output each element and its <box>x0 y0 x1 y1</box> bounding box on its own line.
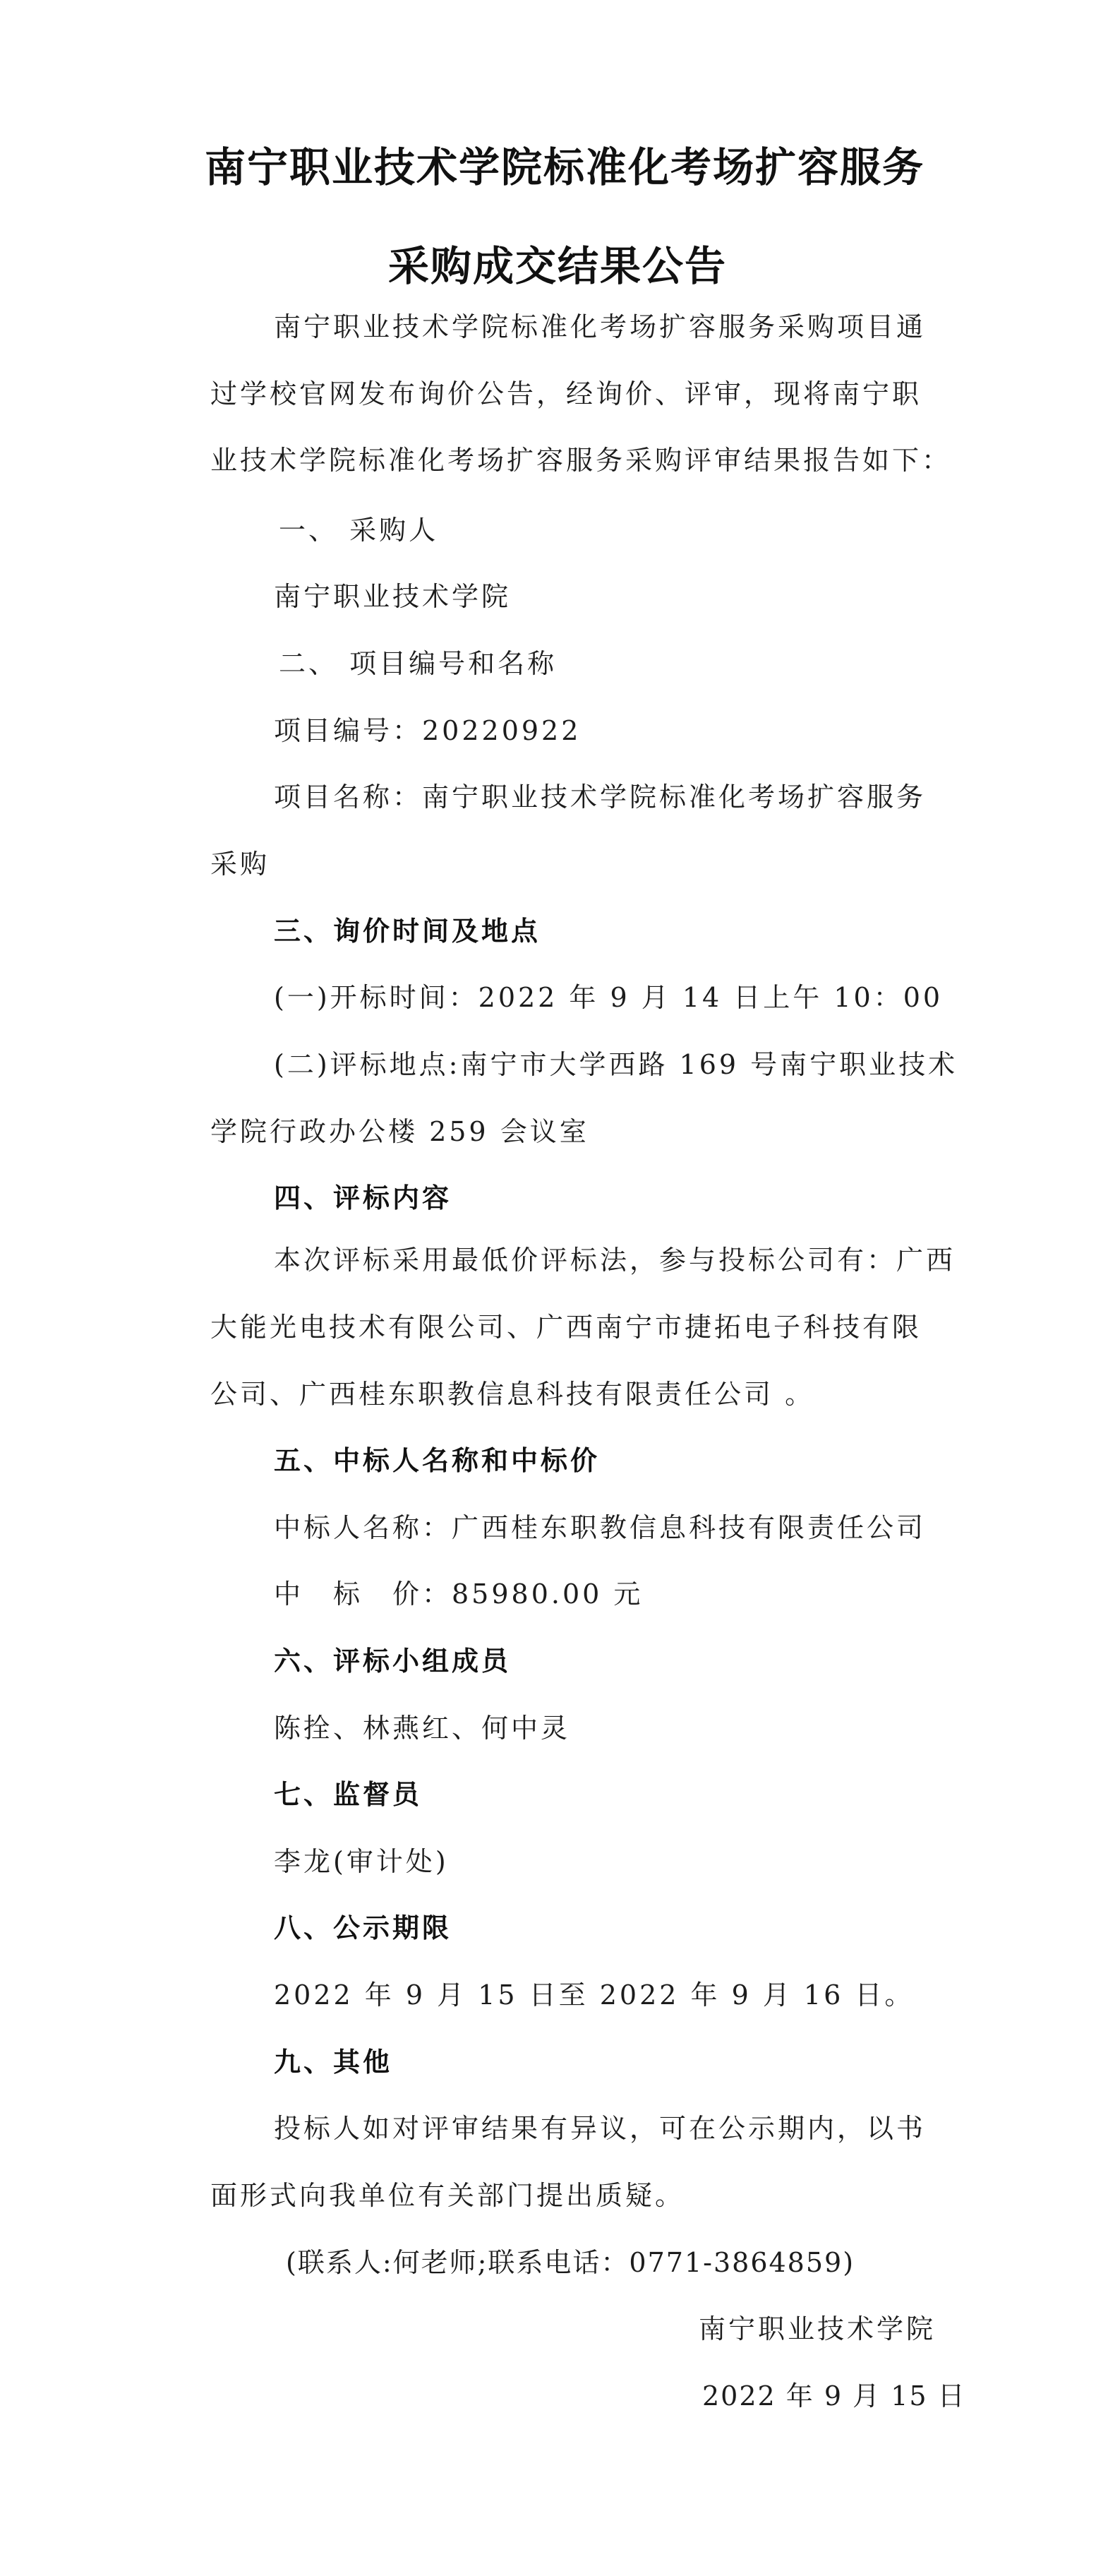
section-4-heading: 四、评标内容 <box>274 1182 452 1214</box>
intro-line-3: 业技术学院标准化考场扩容服务采购评审结果报告如下： <box>210 445 952 476</box>
section-3-heading: 三、询价时间及地点 <box>274 916 541 947</box>
section-9-heading: 九、其他 <box>274 2047 393 2078</box>
project-name-line-1: 项目名称：南宁职业技术学院标准化考场扩容服务 <box>274 781 927 813</box>
evaluation-place-line-1: (二)评标地点:南宁市大学西路 169 号南宁职业技术 <box>274 1049 958 1080</box>
page-title-line-2: 采购成交结果公告 <box>388 242 728 290</box>
signature-org: 南宁职业技术学院 <box>699 2313 937 2344</box>
evaluation-content-line-1: 本次评标采用最低价评标法，参与投标公司有：广西 <box>274 1245 956 1276</box>
intro-line-2: 过学校官网发布询价公告，经询价、评审，现将南宁职 <box>210 378 922 409</box>
winning-price: 中 标 价：85980.00 元 <box>274 1578 644 1610</box>
section-2-heading: 二、 项目编号和名称 <box>279 648 558 679</box>
objection-line-1: 投标人如对评审结果有异议，可在公示期内，以书 <box>274 2113 927 2144</box>
project-number: 项目编号：20220922 <box>274 715 582 746</box>
evaluation-content-line-2: 大能光电技术有限公司、广西南宁市捷拓电子科技有限 <box>210 1312 922 1343</box>
project-name-line-2: 采购 <box>210 849 270 880</box>
intro-line-1: 南宁职业技术学院标准化考场扩容服务采购项目通 <box>274 311 927 342</box>
section-8-heading: 八、公示期限 <box>274 1912 452 1943</box>
section-5-heading: 五、中标人名称和中标价 <box>274 1445 601 1476</box>
publicity-period: 2022 年 9 月 15 日至 2022 年 9 月 16 日。 <box>274 1979 915 2011</box>
evaluation-content-line-3: 公司、广西桂东职教信息科技有限责任公司 。 <box>210 1379 815 1410</box>
section-7-heading: 七、监督员 <box>274 1779 423 1810</box>
supervisor: 李龙(审计处) <box>274 1846 449 1877</box>
signature-date: 2022 年 9 月 15 日 <box>702 2380 966 2412</box>
winner-name: 中标人名称：广西桂东职教信息科技有限责任公司 <box>274 1512 927 1543</box>
panel-members: 陈拴、林燕红、何中灵 <box>274 1713 571 1744</box>
page-title-line-1: 南宁职业技术学院标准化考场扩容服务 <box>205 143 925 191</box>
purchaser-name: 南宁职业技术学院 <box>274 581 512 612</box>
bid-opening-time: (一)开标时间：2022 年 9 月 14 日上午 10：00 <box>274 982 944 1013</box>
section-6-heading: 六、评标小组成员 <box>274 1646 512 1677</box>
evaluation-place-line-2: 学院行政办公楼 259 会议室 <box>210 1116 589 1147</box>
section-1-heading: 一、 采购人 <box>279 515 439 546</box>
contact-info: (联系人:何老师;联系电话：0771-3864859) <box>286 2247 855 2278</box>
objection-line-2: 面形式向我单位有关部门提出质疑。 <box>210 2180 685 2211</box>
